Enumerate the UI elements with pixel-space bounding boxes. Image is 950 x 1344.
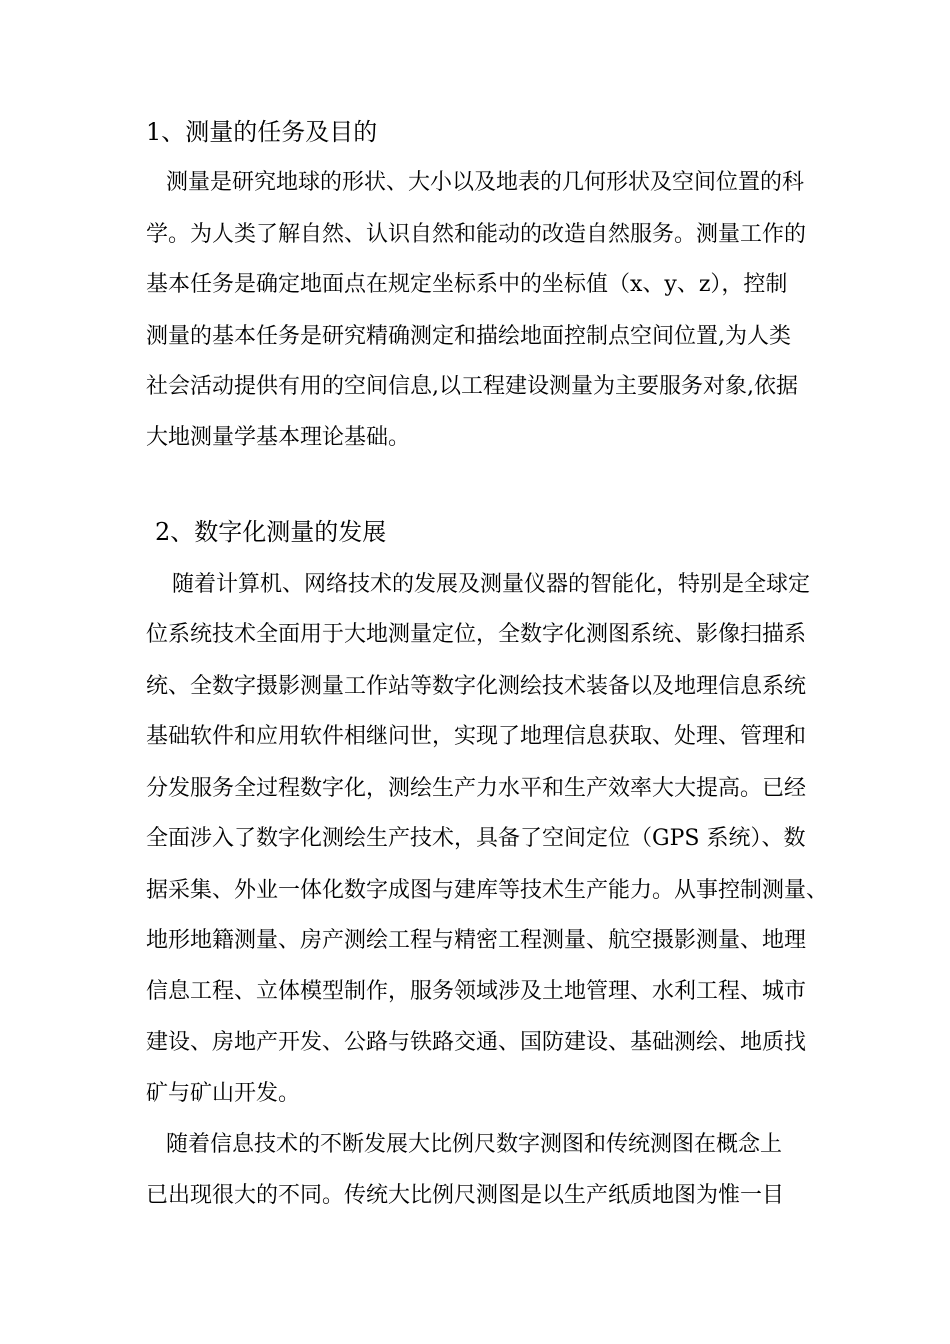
section-2-line-8: 地形地籍测量、房产测绘工程与精密工程测量、航空摄影测量、地理 [146,928,807,953]
section-1-line-6: 大地测量学基本理论基础。 [146,425,411,450]
section-2-para-2-line-1: 随着信息技术的不断发展大比例尺数字测图和传统测图在概念上 [166,1132,783,1157]
section-2-para-2-line-2: 已出现很大的不同。传统大比例尺测图是以生产纸质地图为惟一目 [146,1183,785,1208]
section-2-line-5: 分发服务全过程数字化，测绘生产力水平和生产效率大大提高。已经 [146,776,807,801]
section-1-line-4: 测量的基本任务是研究精确测定和描绘地面控制点空间位置,为人类 [146,324,791,349]
section-2-heading: 2、数字化测量的发展 [155,518,387,546]
section-1-heading: 1、测量的任务及目的 [146,118,378,146]
section-1-line-3: 基本任务是确定地面点在规定坐标系中的坐标值（x、y、z），控制 [146,272,788,297]
section-2-line-1: 随着计算机、网络技术的发展及测量仪器的智能化，特别是全球定 [172,572,811,597]
section-1-line-5: 社会活动提供有用的空间信息,以工程建设测量为主要服务对象,依据 [146,374,798,399]
section-1-line-1: 测量是研究地球的形状、大小以及地表的几何形状及空间位置的科 [166,170,805,195]
section-1-line-2: 学。为人类了解自然、认识自然和能动的改造自然服务。测量工作的 [146,222,807,247]
section-2-line-10: 建设、房地产开发、公路与铁路交通、国防建设、基础测绘、地质找 [146,1030,807,1055]
section-2-line-9: 信息工程、立体模型制作，服务领域涉及土地管理、水利工程、城市 [146,979,807,1004]
section-2-line-3: 统、全数字摄影测量工作站等数字化测绘技术装备以及地理信息系统 [146,674,807,699]
section-2-line-7: 据采集、外业一体化数字成图与建库等技术生产能力。从事控制测量、 [146,878,829,903]
section-2-line-6: 全面涉入了数字化测绘生产技术，具备了空间定位（GPS 系统）、数 [146,826,806,851]
section-2-line-4: 基础软件和应用软件相继问世，实现了地理信息获取、处理、管理和 [146,724,807,749]
section-2-line-2: 位系统技术全面用于大地测量定位，全数字化测图系统、影像扫描系 [146,622,807,647]
section-2-line-11: 矿与矿山开发。 [146,1081,301,1106]
